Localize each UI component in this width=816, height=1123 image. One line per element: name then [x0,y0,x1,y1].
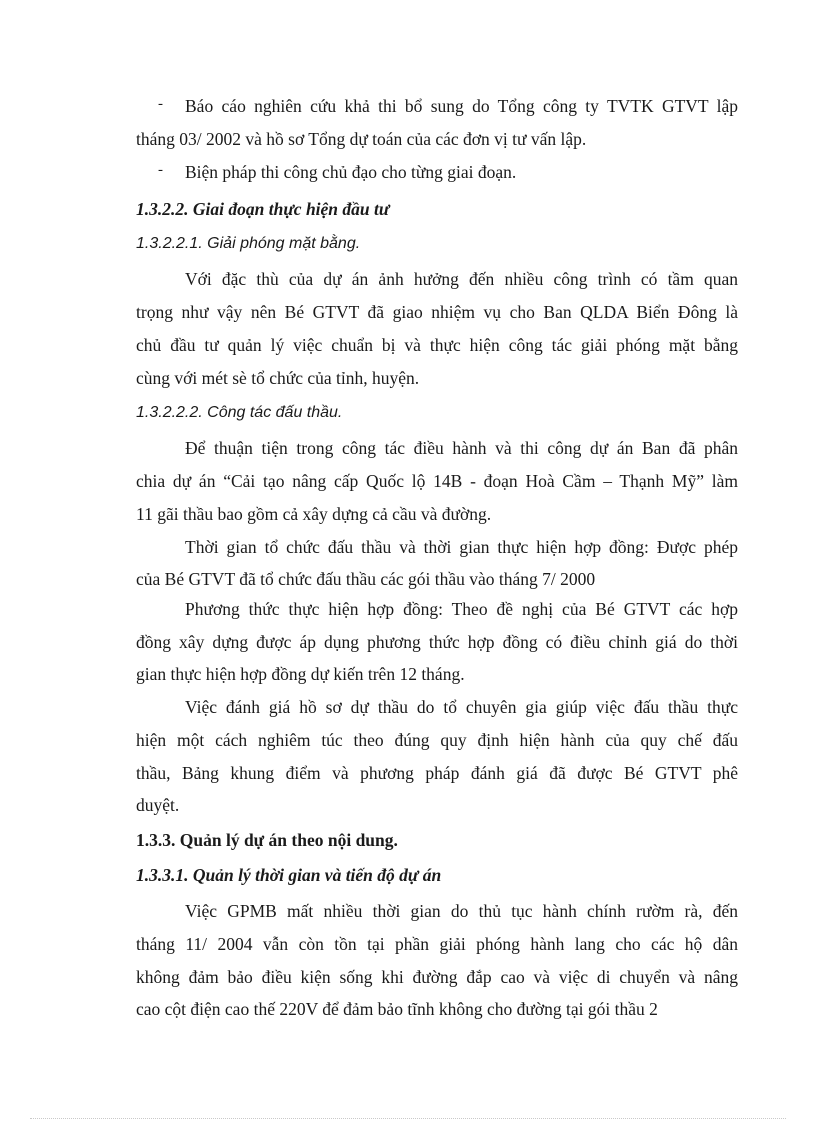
paragraph-line: Phương thức thực hiện hợp đồng: Theo đề nghị của Bé GTVT các hợp [185,599,738,619]
bullet-line: Biện pháp thi công chủ đạo cho từng giai đoạn. [185,162,517,182]
paragraph-line: chủ đầu tư quản lý việc chuẩn bị và thực hiện công tác giải phóng mặt bằng [136,335,738,355]
section-heading: 1.3.2.2. Giai đoạn thực hiện đầu tư [136,199,390,219]
page-bottom-divider [30,1118,786,1119]
paragraph-line: tháng 11/ 2004 vẫn còn tồn tại phần giải phóng hành lang cho các hộ dân [136,934,738,954]
paragraph-line: Việc GPMB mất nhiều thời gian do thủ tục hành chính rườm rà, đến [185,901,738,921]
paragraph-line: Để thuận tiện trong công tác điều hành và thi công dự án Ban đã phân [185,438,738,458]
bullet-dash: - [158,162,163,178]
paragraph-line: 11 gãi thầu bao gồm cả xây dựng cả cầu và đường. [136,504,492,524]
paragraph-line: Việc đánh giá hồ sơ dự thầu do tổ chuyên gia giúp việc đấu thầu thực [185,697,738,717]
subsection-heading: 1.3.2.2.1. Giải phóng mặt bằng. [136,235,361,252]
subsection-heading: 1.3.2.2.2. Công tác đấu thầu. [136,404,343,421]
paragraph-line: của Bé GTVT đã tổ chức đấu thầu các gói thầu vào tháng 7/ 2000 [136,569,596,589]
bullet-line: tháng 03/ 2002 và hồ sơ Tổng dự toán của các đơn vị tư vấn lập. [136,129,587,149]
paragraph-line: chia dự án “Cải tạo nâng cấp Quốc lộ 14B - đoạn Hoà Cầm – Thạnh Mỹ” làm [136,471,738,491]
paragraph-line: đồng xây dựng được áp dụng phương thức hợp đồng có điều chỉnh giá do thời [136,632,738,652]
paragraph-line: gian thực hiện hợp đồng dự kiến trên 12 tháng. [136,664,465,684]
paragraph-line: cùng với mét sè tổ chức của tỉnh, huyện. [136,368,420,388]
paragraph-line: duyệt. [136,795,180,815]
paragraph-line: không đảm bảo điều kiện sống khi đường đắp cao và việc di chuyển và nâng [136,967,738,987]
bullet-line: Báo cáo nghiên cứu khả thi bổ sung do Tổng công ty TVTK GTVT lập [185,96,738,116]
paragraph-line: Thời gian tổ chức đấu thầu và thời gian thực hiện hợp đồng: Được phép [185,537,738,557]
subsection-heading: 1.3.3.1. Quản lý thời gian và tiến độ dự án [136,865,442,885]
paragraph-line: cao cột điện cao thế 220V để đảm bảo tĩnh không cho đường tại gói thầu 2 [136,999,658,1019]
section-heading: 1.3.3. Quản lý dự án theo nội dung. [136,830,398,850]
bullet-dash: - [158,96,163,112]
paragraph-line: trọng như vậy nên Bé GTVT đã giao nhiệm vụ cho Ban QLDA Biển Đông là [136,302,738,322]
paragraph-line: hiện một cách nghiêm túc theo đúng quy định hiện hành của quy chế đấu [136,730,738,750]
paragraph-line: Với đặc thù của dự án ảnh hưởng đến nhiều công trình có tầm quan [185,269,738,289]
paragraph-line: thầu, Bảng khung điểm và phương pháp đánh giá đã được Bé GTVT phê [136,763,738,783]
